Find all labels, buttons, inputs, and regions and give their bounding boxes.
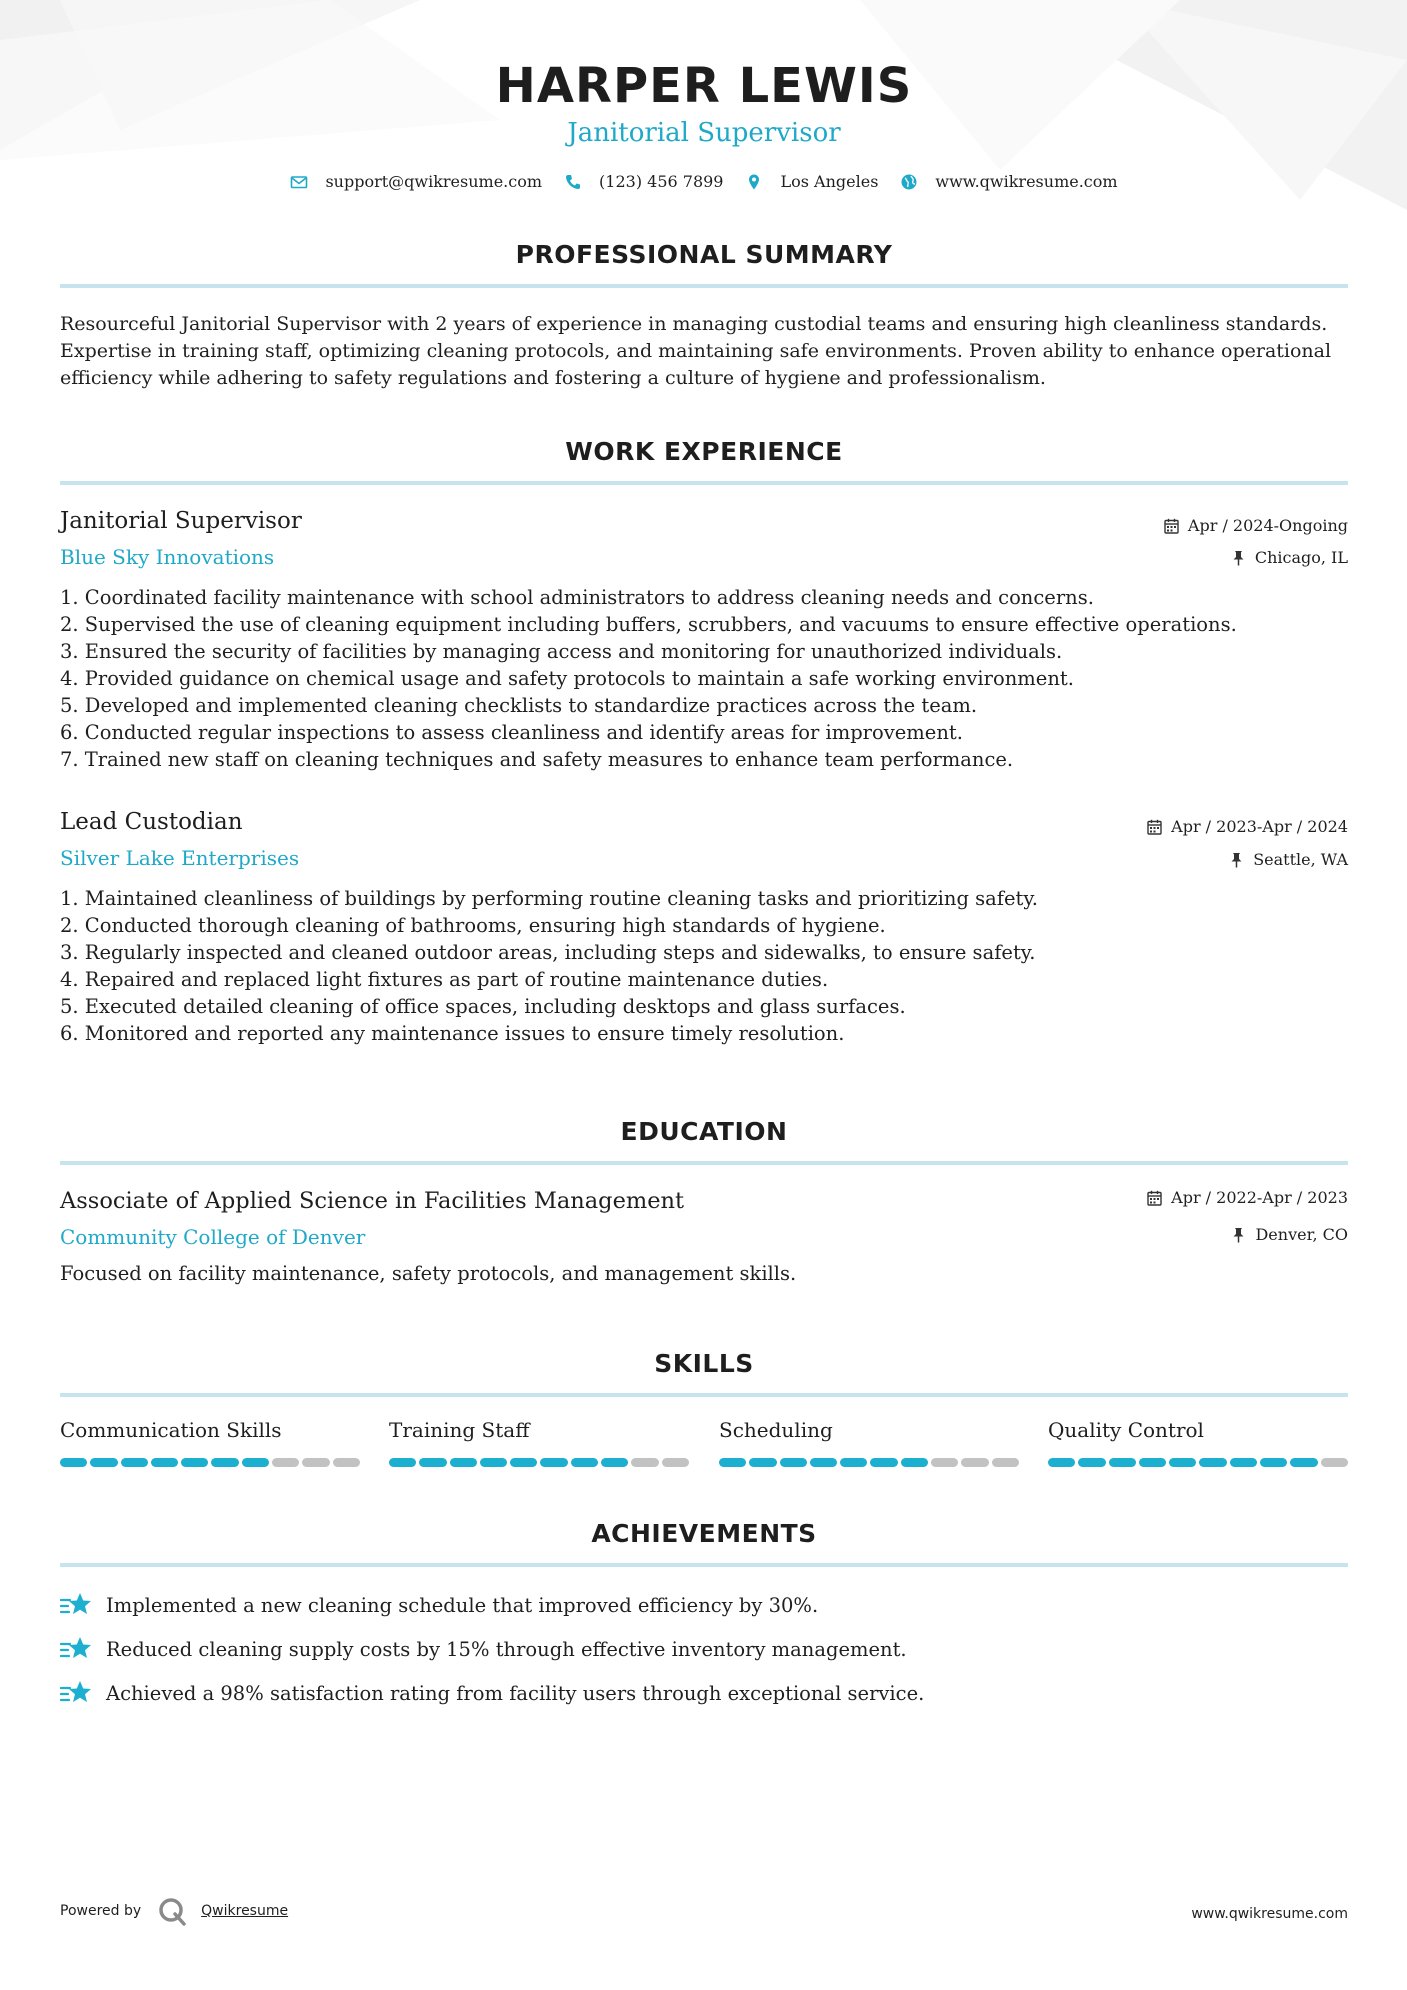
achievement-text: Implemented a new cleaning schedule that improved efficiency by 30%. <box>106 1593 819 1617</box>
skill-segment-filled <box>601 1458 628 1467</box>
skill-segment-empty <box>662 1458 689 1467</box>
skill-segment-empty <box>272 1458 299 1467</box>
education-section-title: EDUCATION <box>620 1117 788 1146</box>
skill-segment-filled <box>1199 1458 1226 1467</box>
powered-by-label: Powered by <box>60 1903 142 1919</box>
contact-phone[interactable] <box>564 172 723 191</box>
star-icon <box>60 1590 94 1620</box>
footer-website[interactable]: www.qwikresume.com <box>1191 1906 1348 1922</box>
skill-level-bar <box>719 1458 1019 1467</box>
skill-segment-filled <box>450 1458 477 1467</box>
skill-segment-filled <box>810 1458 837 1467</box>
contact-website-text: www.qwikresume.com <box>935 172 1118 191</box>
pushpin-icon <box>1231 550 1246 566</box>
envelope-icon <box>290 173 308 191</box>
star-icon <box>60 1678 94 1708</box>
list-item: 6. Monitored and reported any maintenance issues to ensure timely resolution. <box>60 1022 845 1045</box>
job-title: Janitorial Supervisor <box>60 508 302 534</box>
summary-text: Resourceful Janitorial Supervisor with 2 years of experience in managing custodial teams and ensuring high cleanliness standards. Expertise in training staff, optimizing cleaning protocols, and maintaining safe environments. Proven ability to enhance operational efficiency while adhering to safety regulations and fostering a culture of hygiene and professionalism. <box>60 313 1332 389</box>
job-company: Blue Sky Innovations <box>60 545 275 569</box>
skill-segment-filled <box>1109 1458 1136 1467</box>
skill-segment-filled <box>1048 1458 1075 1467</box>
contact-phone-text: (123) 456 7899 <box>599 172 724 191</box>
education-degree: Associate of Applied Science in Facilities Management <box>60 1188 685 1214</box>
contact-email-text: support@qwikresume.com <box>325 172 543 191</box>
skill-segment-filled <box>60 1458 87 1467</box>
job-dates-text: Apr / 2023-Apr / 2024 <box>1171 817 1348 836</box>
achievement-text: Reduced cleaning supply costs by 15% through effective inventory management. <box>106 1637 907 1661</box>
achievement-item <box>60 1678 924 1708</box>
footer-powered-by <box>60 1896 288 1926</box>
education-location <box>1231 1225 1348 1244</box>
job-title: Lead Custodian <box>60 809 243 835</box>
skill-segment-filled <box>211 1458 238 1467</box>
skill-segment-empty <box>961 1458 988 1467</box>
experience-divider <box>60 481 1348 485</box>
skill-segment-filled <box>419 1458 446 1467</box>
skill-segment-filled <box>90 1458 117 1467</box>
qwikresume-link[interactable]: Qwikresume <box>201 1903 289 1919</box>
skill-segment-filled <box>1230 1458 1257 1467</box>
list-item: 2. Conducted thorough cleaning of bathrooms, ensuring high standards of hygiene. <box>60 914 886 937</box>
contact-email[interactable] <box>290 172 542 191</box>
skill-item <box>719 1418 1019 1467</box>
skill-segment-filled <box>1169 1458 1196 1467</box>
skill-level-bar <box>1048 1458 1348 1467</box>
qwikresume-logo-icon <box>157 1896 187 1926</box>
skill-segment-filled <box>1078 1458 1105 1467</box>
candidate-role: Janitorial Supervisor <box>567 118 841 148</box>
job-dates <box>1147 817 1348 836</box>
skill-segment-filled <box>571 1458 598 1467</box>
contact-location <box>745 172 878 191</box>
list-item: 3. Regularly inspected and cleaned outdoor areas, including steps and sidewalks, to ensure safety. <box>60 941 1036 964</box>
job-bullet-list <box>60 885 1348 1047</box>
skill-segment-filled <box>540 1458 567 1467</box>
skill-segment-filled <box>1260 1458 1287 1467</box>
list-item: 6. Conducted regular inspections to assess cleanliness and identify areas for improvement. <box>60 721 963 744</box>
map-pin-icon <box>745 173 763 191</box>
phone-icon <box>564 173 582 191</box>
achievement-text: Achieved a 98% satisfaction rating from facility users through exceptional service. <box>106 1681 925 1705</box>
skill-segment-empty <box>992 1458 1019 1467</box>
contact-website[interactable] <box>900 172 1117 191</box>
skill-segment-filled <box>389 1458 416 1467</box>
skill-segment-filled <box>749 1458 776 1467</box>
list-item: 4. Repaired and replaced light fixtures as part of routine maintenance duties. <box>60 968 829 991</box>
skill-level-bar <box>60 1458 360 1467</box>
skill-segment-filled <box>121 1458 148 1467</box>
star-icon <box>60 1634 94 1664</box>
achievements-divider <box>60 1563 1348 1567</box>
skill-segment-filled <box>901 1458 928 1467</box>
education-description: Focused on facility maintenance, safety protocols, and management skills. <box>60 1262 797 1285</box>
list-item: 5. Executed detailed cleaning of office spaces, including desktops and glass surfaces. <box>60 995 906 1018</box>
skill-segment-filled <box>870 1458 897 1467</box>
globe-icon <box>900 173 918 191</box>
summary-section-title: PROFESSIONAL SUMMARY <box>515 240 893 269</box>
job-dates-text: Apr / 2024-Ongoing <box>1187 516 1348 535</box>
job-location-text: Chicago, IL <box>1254 548 1348 567</box>
list-item: 1. Maintained cleanliness of buildings by performing routine cleaning tasks and prioritizing safety. <box>60 887 1038 910</box>
skill-item <box>1048 1418 1348 1467</box>
skill-item <box>60 1418 360 1467</box>
education-location-text: Denver, CO <box>1255 1225 1348 1244</box>
skill-segment-empty <box>631 1458 658 1467</box>
skill-name: Quality Control <box>1048 1418 1204 1442</box>
list-item: 4. Provided guidance on chemical usage and safety protocols to maintain a safe working environment. <box>60 667 1074 690</box>
achievement-item <box>60 1590 818 1620</box>
list-item: 1. Coordinated facility maintenance with school administrators to address cleaning needs and concerns. <box>60 586 1094 609</box>
skill-segment-filled <box>1139 1458 1166 1467</box>
skill-segment-filled <box>780 1458 807 1467</box>
education-dates <box>1147 1188 1348 1207</box>
list-item: 2. Supervised the use of cleaning equipment including buffers, scrubbers, and vacuums to ensure effective operations. <box>60 613 1237 636</box>
education-divider <box>60 1161 1348 1165</box>
skill-segment-empty <box>333 1458 360 1467</box>
job-location <box>1231 548 1348 567</box>
achievements-section-title: ACHIEVEMENTS <box>591 1519 817 1548</box>
candidate-name: HARPER LEWIS <box>495 58 913 114</box>
summary-divider <box>60 284 1348 288</box>
experience-section-title: WORK EXPERIENCE <box>565 437 843 466</box>
contact-location-text: Los Angeles <box>780 172 879 191</box>
job-bullet-list <box>60 584 1348 773</box>
pushpin-icon <box>1231 1227 1246 1243</box>
education-dates-text: Apr / 2022-Apr / 2023 <box>1171 1188 1348 1207</box>
skill-segment-filled <box>510 1458 537 1467</box>
education-school: Community College of Denver <box>60 1225 366 1249</box>
achievement-item <box>60 1634 907 1664</box>
list-item: 3. Ensured the security of facilities by managing access and monitoring for unauthorized individuals. <box>60 640 1063 663</box>
calendar-icon <box>1147 1190 1162 1206</box>
skill-segment-filled <box>181 1458 208 1467</box>
skill-segment-filled <box>242 1458 269 1467</box>
skill-segment-filled <box>480 1458 507 1467</box>
list-item: 5. Developed and implemented cleaning checklists to standardize practices across the team. <box>60 694 978 717</box>
skill-name: Scheduling <box>719 1418 833 1442</box>
pushpin-icon <box>1229 852 1244 868</box>
calendar-icon <box>1164 518 1179 534</box>
list-item: 7. Trained new staff on cleaning techniques and safety measures to enhance team performance. <box>60 748 1014 771</box>
skill-segment-filled <box>151 1458 178 1467</box>
contact-bar <box>60 172 1348 191</box>
skill-segment-empty <box>1321 1458 1348 1467</box>
job-company: Silver Lake Enterprises <box>60 846 300 870</box>
skill-level-bar <box>389 1458 689 1467</box>
skills-section-title: SKILLS <box>654 1349 754 1378</box>
skill-segment-empty <box>302 1458 329 1467</box>
skills-divider <box>60 1393 1348 1397</box>
skill-segment-filled <box>1290 1458 1317 1467</box>
skill-item <box>389 1418 689 1467</box>
skill-name: Training Staff <box>389 1418 530 1442</box>
job-location <box>1229 850 1348 869</box>
skill-segment-filled <box>840 1458 867 1467</box>
job-dates <box>1164 516 1348 535</box>
skill-segment-empty <box>931 1458 958 1467</box>
skill-segment-filled <box>719 1458 746 1467</box>
calendar-icon <box>1147 819 1162 835</box>
skill-name: Communication Skills <box>60 1418 282 1442</box>
job-location-text: Seattle, WA <box>1253 850 1348 869</box>
